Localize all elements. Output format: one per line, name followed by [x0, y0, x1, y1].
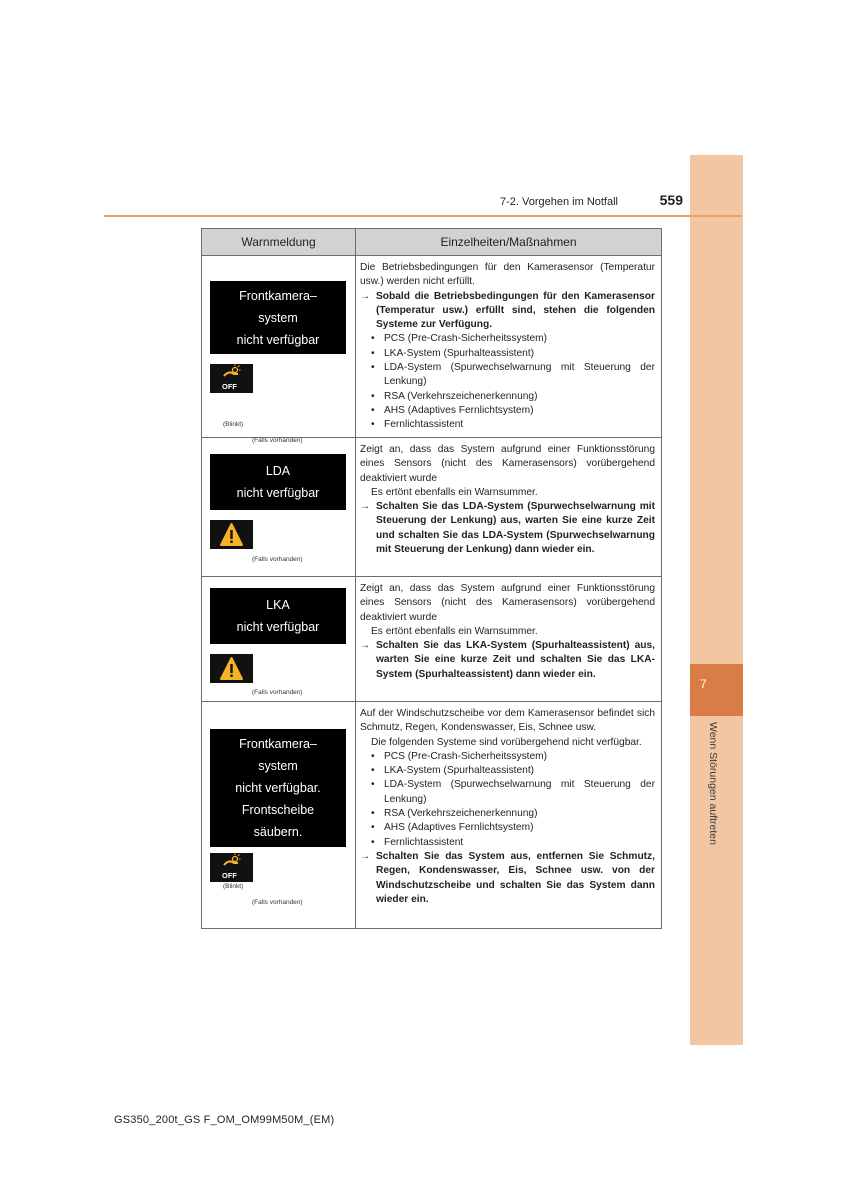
details-cell	[356, 702, 661, 928]
display-line: system	[258, 759, 298, 773]
bullet-icon: •	[371, 822, 375, 834]
chapter-number-box	[690, 664, 743, 716]
action-text: Sobald die Betriebsbedingungen für den Kamerasensor (Temperatur usw.) erfüllt sind, stehen die folgenden Systeme zur Verfügung.	[376, 290, 655, 331]
display-line: nicht verfügbar	[236, 486, 320, 500]
arrow-right-icon: →	[360, 501, 371, 513]
camera-off-icon	[210, 364, 253, 393]
display-message	[210, 281, 346, 354]
bullet-icon: •	[371, 404, 375, 416]
warning-message-cell	[202, 438, 356, 576]
display-line: LDA	[265, 464, 291, 478]
bullet-icon: •	[371, 347, 375, 359]
display-line: Frontkamera–	[239, 737, 317, 751]
availability-note: (Falls vorhanden)	[252, 689, 303, 696]
details-cell	[356, 438, 661, 576]
table-header-row	[202, 229, 661, 256]
list-item: • AHS (Adaptives Fernlichtsystem)	[360, 821, 655, 835]
warning-message-cell	[202, 577, 356, 701]
bullet-icon: •	[371, 779, 375, 791]
display-line: Frontscheibe	[241, 803, 315, 817]
action-item	[360, 500, 655, 557]
list-item: • AHS (Adaptives Fernlichtsystem)	[360, 404, 655, 418]
bullet-icon: •	[371, 390, 375, 402]
chapter-side-tab	[690, 155, 743, 1045]
page-number: 559	[659, 192, 683, 208]
display-message	[210, 588, 346, 644]
icon-off-label: OFF	[222, 871, 237, 880]
availability-note: (Falls vorhanden)	[252, 556, 303, 563]
availability-note: (Falls vorhanden)	[252, 437, 303, 444]
warning-triangle-icon	[210, 520, 253, 549]
details-cell	[356, 577, 661, 701]
display-line: nicht verfügbar	[236, 620, 320, 634]
arrow-right-icon: →	[360, 290, 371, 302]
bullet-icon: •	[371, 333, 375, 345]
action-item	[360, 850, 655, 907]
arrow-right-icon: →	[360, 640, 371, 652]
warning-triangle-icon	[210, 654, 253, 683]
action-item	[360, 639, 655, 682]
table-row	[202, 256, 661, 444]
bullet-icon: •	[371, 419, 375, 431]
list-item: • LDA-System (Spurwechselwarnung mit Steuerung der Lenkung)	[360, 361, 655, 390]
bullet-icon: •	[371, 808, 375, 820]
display-line: nicht verfügbar	[236, 332, 320, 347]
list-item: • PCS (Pre-Crash-Sicherheitssystem)	[360, 750, 655, 764]
column-header-details: Einzelheiten/Maßnahmen	[440, 235, 577, 249]
list-item: • LKA-System (Spurhalteassistent)	[360, 764, 655, 778]
action-text: Schalten Sie das LDA-System (Spurwechselwarnung mit Steuerung der Lenkung) aus, warten Sie eine kurze Zeit und schalten Sie das LDA-System (Spurwechselwarnung mit Steuerung der Lenkung) dann wieder ein.	[376, 501, 655, 556]
chapter-number: 7	[700, 677, 707, 691]
display-line: Frontkamera–	[239, 288, 317, 303]
header-rule	[104, 215, 742, 217]
camera-off-icon	[210, 853, 253, 882]
list-item: • RSA (Verkehrszeichenerkennung)	[360, 390, 655, 404]
warning-message-cell	[202, 256, 356, 444]
list-item: • PCS (Pre-Crash-Sicherheitssystem)	[360, 332, 655, 346]
bullet-icon: •	[371, 362, 375, 374]
display-line: LKA	[266, 598, 290, 612]
blink-note: (Blinkt)	[223, 421, 244, 428]
display-line: system	[258, 310, 298, 325]
table-row	[202, 438, 661, 577]
sub-note-text: Es ertönt ebenfalls ein Warnsummer.	[371, 486, 538, 498]
description-text: Auf der Windschutzscheibe vor dem Kamerasensor befindet sich Schmutz, Regen, Kondenswasser, Eis, Schnee usw.	[360, 708, 655, 734]
document-code: GS350_200t_GS F_OM_OM99M50M_(EM)	[114, 1114, 335, 1126]
display-line: nicht verfügbar.	[235, 781, 321, 795]
table-row	[202, 577, 661, 702]
icon-off-label: OFF	[222, 382, 237, 391]
display-message	[210, 729, 346, 847]
availability-note: (Falls vorhanden)	[252, 899, 303, 906]
bullet-icon: •	[371, 750, 375, 762]
description-text: Zeigt an, dass das System aufgrund einer Funktionsstörung eines Sensors (nicht des Kamerasensors) vorübergehend deaktiviert wurde	[360, 444, 655, 484]
table-row	[202, 702, 661, 928]
description-text: Zeigt an, dass das System aufgrund einer Funktionsstörung eines Sensors (nicht des Kamerasensors) vorübergehend deaktiviert wurde	[360, 583, 655, 623]
sub-note-text: Es ertönt ebenfalls ein Warnsummer.	[371, 625, 538, 637]
display-line: säubern.	[253, 825, 303, 839]
list-item: • LKA-System (Spurhalteassistent)	[360, 347, 655, 361]
details-cell	[356, 256, 661, 437]
list-item: • Fernlichtassistent	[360, 418, 655, 432]
chapter-title: Wenn Störungen auftreten	[707, 722, 719, 845]
list-item: • LDA-System (Spurwechselwarnung mit Steuerung der Lenkung)	[360, 778, 655, 807]
display-message	[210, 454, 346, 510]
section-title: 7-2. Vorgehen im Notfall	[499, 196, 618, 208]
description-text: Die Betriebsbedingungen für den Kamerasensor (Temperatur usw.) werden nicht erfüllt.	[360, 262, 655, 288]
warning-table	[201, 228, 662, 929]
bullet-icon: •	[371, 836, 375, 848]
action-text: Schalten Sie das System aus, entfernen Sie Schmutz, Regen, Kondenswasser, Eis, Schnee usw. von der Windschutzscheibe und schalten Sie das System dann wieder ein.	[376, 850, 655, 905]
list-item: • RSA (Verkehrszeichenerkennung)	[360, 807, 655, 821]
bullet-icon: •	[371, 765, 375, 777]
warning-message-cell	[202, 702, 356, 928]
action-text: Schalten Sie das LKA-System (Spurhalteassistent) aus, warten Sie eine kurze Zeit und schalten Sie das LKA-System (Spurhalteassistent) dann wieder ein.	[376, 640, 655, 680]
column-header-warning: Warnmeldung	[202, 229, 356, 255]
list-item: • Fernlichtassistent	[360, 836, 655, 850]
sub-note-text: Die folgenden Systeme sind vorübergehend nicht verfügbar.	[371, 736, 642, 748]
arrow-right-icon: →	[360, 850, 371, 862]
action-item	[360, 290, 655, 333]
blink-note: (Blinkt)	[223, 883, 244, 890]
